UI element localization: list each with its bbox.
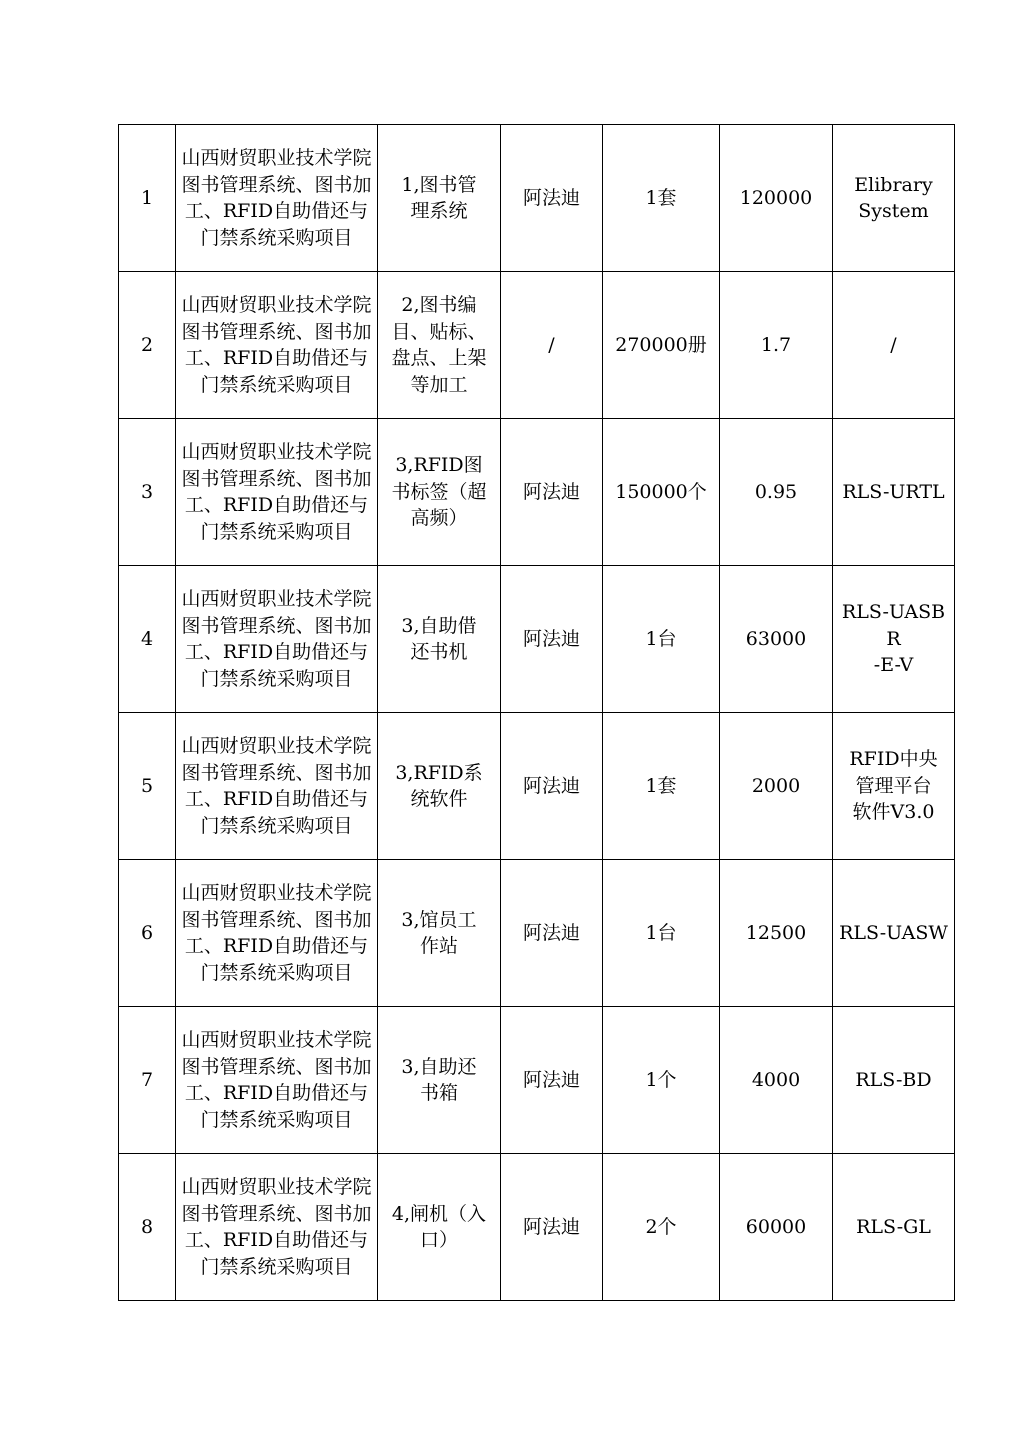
project-name-cell-text: 山西财贸职业技术学院图书管理系统、图书加工、RFID自助借还与门禁系统采购项目 — [181, 441, 372, 543]
model-cell-text: RLS-UASW — [839, 921, 948, 944]
project-name-cell-text: 山西财贸职业技术学院图书管理系统、图书加工、RFID自助借还与门禁系统采购项目 — [181, 1176, 372, 1278]
quantity-cell-text: 2个 — [645, 1215, 677, 1238]
item-name-cell — [378, 125, 501, 272]
unit-price-cell — [720, 566, 833, 713]
brand-cell — [501, 860, 603, 1007]
brand-cell — [501, 566, 603, 713]
item-name-cell — [378, 713, 501, 860]
row-number-cell — [119, 419, 176, 566]
item-name-cell-text: 3,馆员工 作站 — [401, 908, 477, 957]
row-number-cell-text: 7 — [140, 1068, 154, 1091]
brand-cell — [501, 419, 603, 566]
unit-price-cell — [720, 125, 833, 272]
quantity-cell — [603, 566, 720, 713]
project-name-cell-text: 山西财贸职业技术学院图书管理系统、图书加工、RFID自助借还与门禁系统采购项目 — [181, 882, 372, 984]
quantity-cell-text: 1套 — [645, 186, 677, 209]
unit-price-cell-text: 120000 — [739, 186, 813, 209]
model-cell — [833, 125, 955, 272]
item-name-cell-text: 4,闸机（入 口） — [391, 1202, 487, 1251]
brand-cell-text: 阿法迪 — [522, 1215, 580, 1238]
model-cell-text: RLS-URTL — [842, 480, 945, 503]
project-name-cell — [176, 1154, 378, 1301]
project-name-cell-text: 山西财贸职业技术学院图书管理系统、图书加工、RFID自助借还与门禁系统采购项目 — [181, 588, 372, 690]
brand-cell — [501, 1007, 603, 1154]
row-number-cell-text: 2 — [140, 333, 154, 356]
row-number-cell-text: 1 — [140, 186, 154, 209]
table-row — [119, 419, 955, 566]
unit-price-cell-text: 4000 — [751, 1068, 801, 1091]
project-name-cell — [176, 272, 378, 419]
item-name-cell-text: 3,RFID系 统软件 — [395, 761, 483, 810]
brand-cell-text: 阿法迪 — [522, 1068, 580, 1091]
unit-price-cell-text: 63000 — [745, 627, 807, 650]
model-cell-text: RLS-BD — [855, 1068, 932, 1091]
row-number-cell — [119, 272, 176, 419]
brand-cell-text: 阿法迪 — [522, 774, 580, 797]
unit-price-cell — [720, 419, 833, 566]
brand-cell — [501, 713, 603, 860]
table-row — [119, 860, 955, 1007]
row-number-cell-text: 5 — [140, 774, 154, 797]
brand-cell-text: 阿法迪 — [522, 921, 580, 944]
brand-cell-text: 阿法迪 — [522, 627, 580, 650]
table-row — [119, 1007, 955, 1154]
unit-price-cell-text: 2000 — [751, 774, 801, 797]
quantity-cell — [603, 1007, 720, 1154]
brand-cell-text: 阿法迪 — [522, 186, 580, 209]
row-number-cell-text: 3 — [140, 480, 154, 503]
project-name-cell-text: 山西财贸职业技术学院图书管理系统、图书加工、RFID自助借还与门禁系统采购项目 — [181, 294, 372, 396]
row-number-cell-text: 4 — [140, 627, 154, 650]
item-name-cell — [378, 419, 501, 566]
brand-cell-text: 阿法迪 — [522, 480, 580, 503]
table-row — [119, 125, 955, 272]
row-number-cell — [119, 125, 176, 272]
quantity-cell — [603, 1154, 720, 1301]
row-number-cell-text: 6 — [140, 921, 154, 944]
quantity-cell — [603, 713, 720, 860]
item-name-cell-text: 3,自助借 还书机 — [401, 614, 477, 663]
table-row — [119, 272, 955, 419]
table-row — [119, 1154, 955, 1301]
row-number-cell-text: 8 — [140, 1215, 154, 1238]
item-name-cell — [378, 272, 501, 419]
quantity-cell — [603, 860, 720, 1007]
brand-cell — [501, 1154, 603, 1301]
model-cell-text: RLS-GL — [856, 1215, 931, 1238]
model-cell-text: / — [890, 333, 897, 356]
table-body — [119, 125, 955, 1301]
quantity-cell-text: 1套 — [645, 774, 677, 797]
model-cell-text: Elibrary System — [854, 173, 933, 222]
quantity-cell-text: 150000个 — [615, 480, 707, 503]
project-name-cell-text: 山西财贸职业技术学院图书管理系统、图书加工、RFID自助借还与门禁系统采购项目 — [181, 1029, 372, 1131]
item-name-cell-text: 1,图书管 理系统 — [401, 173, 477, 222]
project-name-cell — [176, 713, 378, 860]
quantity-cell-text: 1台 — [645, 921, 677, 944]
unit-price-cell — [720, 860, 833, 1007]
table-row — [119, 713, 955, 860]
brand-cell — [501, 125, 603, 272]
quantity-cell — [603, 125, 720, 272]
unit-price-cell-text: 12500 — [745, 921, 807, 944]
item-name-cell — [378, 1007, 501, 1154]
unit-price-cell — [720, 272, 833, 419]
row-number-cell — [119, 860, 176, 1007]
model-cell — [833, 1154, 955, 1301]
project-name-cell — [176, 1007, 378, 1154]
quantity-cell-text: 1个 — [645, 1068, 677, 1091]
project-name-cell — [176, 125, 378, 272]
row-number-cell — [119, 566, 176, 713]
row-number-cell — [119, 713, 176, 860]
model-cell — [833, 860, 955, 1007]
model-cell-text: RFID中央 管理平台 软件V3.0 — [849, 748, 938, 824]
item-name-cell — [378, 860, 501, 1007]
model-cell — [833, 713, 955, 860]
quantity-cell-text: 1台 — [645, 627, 677, 650]
project-name-cell-text: 山西财贸职业技术学院图书管理系统、图书加工、RFID自助借还与门禁系统采购项目 — [181, 147, 372, 249]
quantity-cell — [603, 419, 720, 566]
table-row — [119, 566, 955, 713]
model-cell — [833, 272, 955, 419]
quantity-cell — [603, 272, 720, 419]
item-name-cell-text: 3,自助还 书箱 — [401, 1055, 477, 1104]
item-name-cell-text: 3,RFID图 书标签（超 高频） — [391, 454, 487, 530]
brand-cell — [501, 272, 603, 419]
model-cell — [833, 566, 955, 713]
project-name-cell — [176, 860, 378, 1007]
unit-price-cell — [720, 713, 833, 860]
item-name-cell — [378, 566, 501, 713]
row-number-cell — [119, 1154, 176, 1301]
model-cell — [833, 419, 955, 566]
unit-price-cell — [720, 1154, 833, 1301]
model-cell-text: RLS-UASBR -E-V — [841, 601, 946, 677]
unit-price-cell-text: 60000 — [745, 1215, 807, 1238]
project-name-cell — [176, 566, 378, 713]
procurement-table — [118, 124, 955, 1301]
quantity-cell-text: 270000册 — [615, 333, 707, 356]
unit-price-cell — [720, 1007, 833, 1154]
brand-cell-text: / — [548, 333, 555, 356]
item-name-cell-text: 2,图书编 目、贴标、 盘点、上架 等加工 — [391, 294, 487, 396]
model-cell — [833, 1007, 955, 1154]
unit-price-cell-text: 1.7 — [760, 333, 792, 356]
project-name-cell-text: 山西财贸职业技术学院图书管理系统、图书加工、RFID自助借还与门禁系统采购项目 — [181, 735, 372, 837]
item-name-cell — [378, 1154, 501, 1301]
unit-price-cell-text: 0.95 — [754, 480, 798, 503]
project-name-cell — [176, 419, 378, 566]
row-number-cell — [119, 1007, 176, 1154]
